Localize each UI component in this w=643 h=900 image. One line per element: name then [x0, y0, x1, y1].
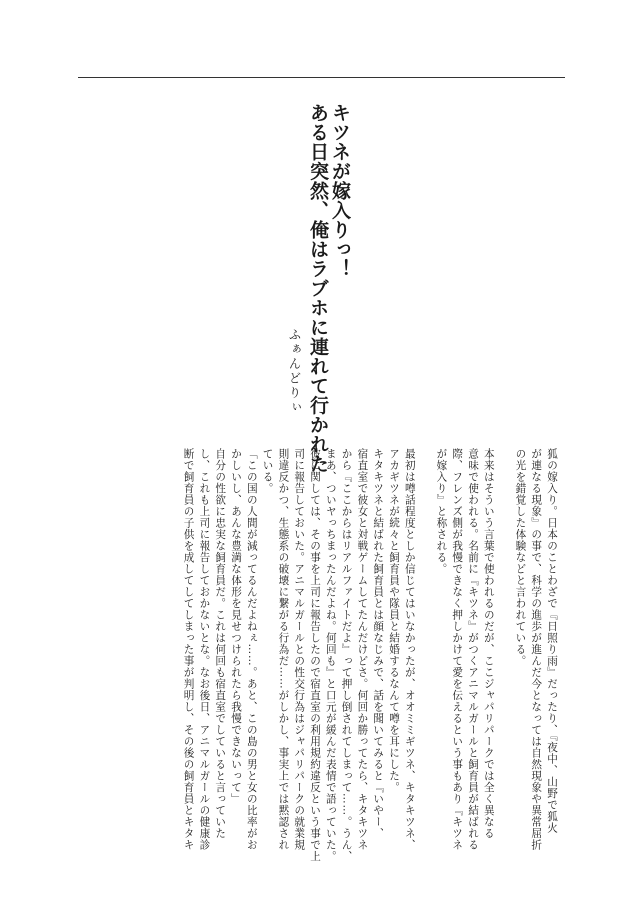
body-column: が連なる現象』の事で、科学の進歩が進んだ今となっては自然現象や異常屈折 — [530, 448, 543, 851]
body-column: 最初は噂話程度としか信じてはいなかったが、オオミミギツネ、キタキツネ、 — [403, 448, 416, 851]
body-column: キタキツネと結ばれた飼育員とは顔なじみで、話を聞いてみると『いやー、 — [372, 448, 385, 839]
author-name: ふぁんどりぃ — [287, 328, 302, 415]
body-column: 彼に関しては、その事を上司に報告したので宿直室の利用規約違反という事で上 — [309, 448, 321, 862]
body-column: の光を錯覚した体験などと言われている。 — [514, 448, 527, 667]
body-column: 宿直室で彼女と対戦ゲームしてたんだけどさ。何回か勝ってたら、キタキツネ — [356, 448, 369, 851]
body-column: アカギツネが続々と飼育員や隊員と結婚するなんて噂を耳にした。 — [388, 448, 400, 793]
body-column: まあ、ついヤっちまったんだよね。何回も』と口元が緩んだ表情で語っていた。 — [324, 448, 337, 862]
title-line-2: ある日突然、俺はラブホに連れて行かれた — [307, 103, 329, 474]
body-column: が嫁入り』と称される。 — [435, 448, 448, 575]
header-rule — [78, 77, 565, 78]
body-column: から『ここからはリアルファイトだよ』って押し倒されてしまって……。うん、 — [340, 448, 353, 862]
body-column: 「この国の人間が減ってるんだよねぇ……。あと、この島の男と女の比率がお — [245, 448, 258, 851]
body-column: 狐の嫁入り。日本のことわざで『日照り雨』だったり、『夜中、山野で狐火 — [546, 448, 558, 834]
body-column: 際、フレンズ側が我慢できなく押しかけて愛を伝えるという事もあり『キツネ — [451, 448, 464, 851]
body-column: 意味で使われる。名前に『キツネ』がつくアニマルガールと飼育員が結ばれる — [467, 448, 479, 851]
body-column: 則違反かつ、生態系の破壊に繋がる行為だ……がしかし、事実上では黙認され — [277, 448, 290, 851]
body-column: かしいし、あんな豊満な体形を見せつけられたら我慢できないって」 — [230, 448, 242, 805]
body-column: 断で飼育員の子供を成してしてしまった事が判明し、その後の飼育員とキタキ — [182, 448, 195, 851]
body-column: 司に報告しておいた。アニマルガールとの性交行為はジャパリパークの就業規 — [293, 448, 306, 851]
title-line-1: キツネが嫁入りっ！ — [329, 103, 351, 279]
body-column: し、これも上司に報告しておかないとな。なお後日、アニマルガールの健康診 — [198, 448, 211, 851]
body-column: ている。 — [261, 448, 274, 494]
body-column: 自分の性欲に忠実な飼育員だ。これは何回も宿直室でしていると言っていた — [214, 448, 227, 839]
body-column: 本来はそういう言葉で使われるのだが、ここジャパリパークでは全く異なる — [482, 448, 495, 839]
